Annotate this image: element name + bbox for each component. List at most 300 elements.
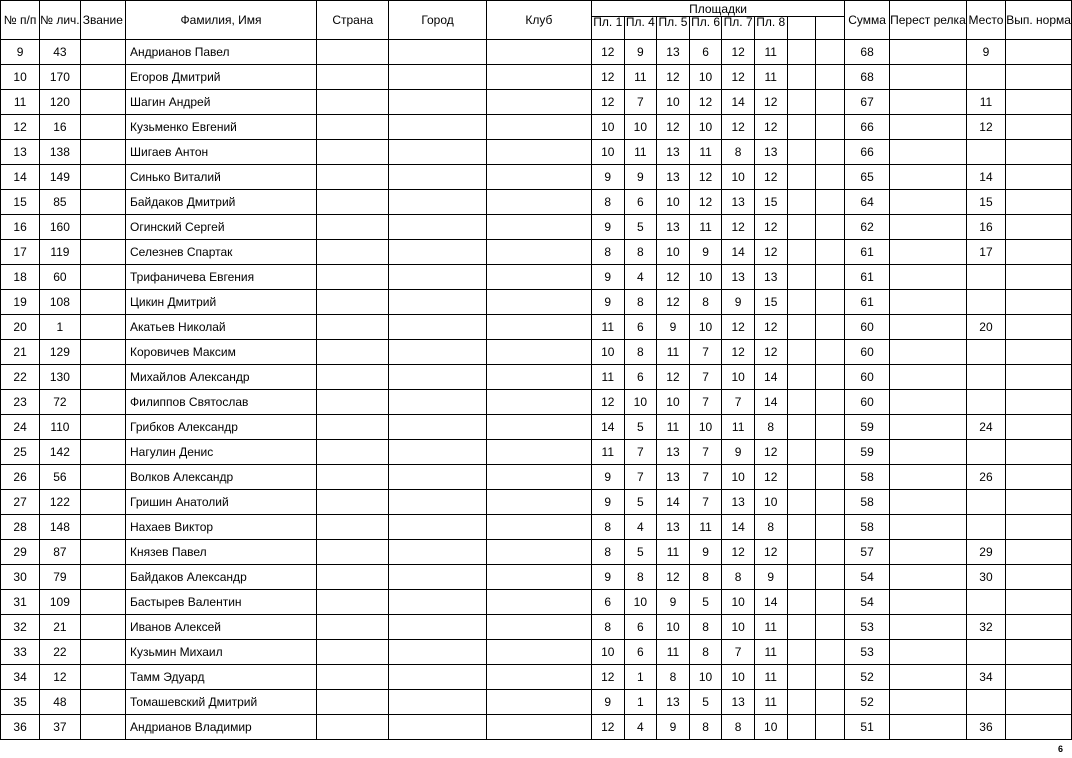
cell-area-score: 12 — [689, 165, 722, 190]
cell-norm — [1006, 165, 1072, 190]
cell-area-score: 8 — [689, 640, 722, 665]
cell-place: 26 — [966, 465, 1005, 490]
cell-tiebreak — [890, 165, 967, 190]
cell-tiebreak — [890, 540, 967, 565]
cell-area-score: 7 — [689, 365, 722, 390]
cell-area-score — [787, 565, 816, 590]
cell-area-score: 9 — [657, 590, 690, 615]
cell-area-score: 14 — [722, 515, 755, 540]
cell-country — [317, 315, 389, 340]
cell-area-score — [816, 515, 845, 540]
table-row — [1, 240, 1072, 265]
cell-country — [317, 615, 389, 640]
cell-area-score: 4 — [624, 265, 657, 290]
cell-rank — [80, 165, 125, 190]
cell-area-score — [787, 240, 816, 265]
cell-area-score: 10 — [591, 140, 624, 165]
cell-area-score: 8 — [591, 515, 624, 540]
cell-area-score: 10 — [657, 615, 690, 640]
cell-rank — [80, 390, 125, 415]
cell-personal-number: 109 — [40, 590, 81, 615]
cell-area-score — [816, 315, 845, 340]
cell-country — [317, 40, 389, 65]
cell-city — [389, 340, 486, 365]
header-area-label: Пл. 4 — [625, 17, 655, 29]
cell-num: 11 — [1, 90, 40, 115]
table-row — [1, 640, 1072, 665]
cell-sum: 61 — [845, 240, 890, 265]
cell-area-score: 7 — [689, 490, 722, 515]
cell-area-score: 10 — [657, 240, 690, 265]
cell-tiebreak — [890, 590, 967, 615]
cell-sum: 68 — [845, 65, 890, 90]
cell-area-score: 1 — [624, 690, 657, 715]
cell-area-score: 11 — [591, 365, 624, 390]
cell-rank — [80, 640, 125, 665]
cell-personal-number: 21 — [40, 615, 81, 640]
cell-norm — [1006, 140, 1072, 165]
cell-tiebreak — [890, 115, 967, 140]
cell-num: 27 — [1, 490, 40, 515]
cell-tiebreak — [890, 615, 967, 640]
cell-rank — [80, 365, 125, 390]
cell-area-score: 13 — [657, 215, 690, 240]
cell-area-score: 10 — [657, 190, 690, 215]
cell-area-score: 8 — [624, 565, 657, 590]
cell-num: 28 — [1, 515, 40, 540]
cell-num: 26 — [1, 465, 40, 490]
cell-area-score: 12 — [657, 115, 690, 140]
header-num: № п/п — [1, 1, 40, 40]
cell-area-score: 10 — [689, 415, 722, 440]
table-row — [1, 590, 1072, 615]
cell-country — [317, 715, 389, 740]
cell-rank — [80, 140, 125, 165]
cell-area-score — [816, 265, 845, 290]
cell-area-score: 4 — [624, 515, 657, 540]
cell-place: 15 — [966, 190, 1005, 215]
cell-area-score: 12 — [722, 315, 755, 340]
cell-area-score: 10 — [689, 315, 722, 340]
cell-area-score: 5 — [689, 690, 722, 715]
cell-city — [389, 715, 486, 740]
cell-rank — [80, 40, 125, 65]
cell-area-score — [787, 515, 816, 540]
table-row — [1, 140, 1072, 165]
cell-city — [389, 415, 486, 440]
cell-area-score: 5 — [624, 215, 657, 240]
cell-area-score: 13 — [657, 515, 690, 540]
cell-area-score: 8 — [591, 615, 624, 640]
cell-area-score: 11 — [754, 65, 787, 90]
cell-area-score: 11 — [591, 315, 624, 340]
cell-num: 17 — [1, 240, 40, 265]
cell-club — [486, 540, 591, 565]
cell-tiebreak — [890, 640, 967, 665]
cell-area-score: 10 — [689, 665, 722, 690]
cell-name: Синько Виталий — [126, 165, 317, 190]
cell-sum: 52 — [845, 665, 890, 690]
cell-num: 35 — [1, 690, 40, 715]
cell-personal-number: 170 — [40, 65, 81, 90]
cell-area-score: 10 — [591, 115, 624, 140]
cell-club — [486, 340, 591, 365]
cell-country — [317, 190, 389, 215]
cell-sum: 60 — [845, 390, 890, 415]
cell-area-score: 9 — [624, 165, 657, 190]
cell-sum: 52 — [845, 690, 890, 715]
cell-tiebreak — [890, 215, 967, 240]
cell-club — [486, 415, 591, 440]
cell-sum: 59 — [845, 415, 890, 440]
cell-area-score: 12 — [722, 65, 755, 90]
cell-area-score: 11 — [754, 615, 787, 640]
cell-personal-number: 22 — [40, 640, 81, 665]
cell-area-score: 6 — [624, 640, 657, 665]
table-row — [1, 190, 1072, 215]
cell-area-score: 10 — [624, 115, 657, 140]
cell-area-score: 7 — [722, 640, 755, 665]
cell-area-score: 10 — [754, 715, 787, 740]
cell-area-score: 12 — [591, 65, 624, 90]
cell-country — [317, 140, 389, 165]
cell-rank — [80, 415, 125, 440]
table-row — [1, 115, 1072, 140]
cell-club — [486, 215, 591, 240]
cell-area-score — [787, 115, 816, 140]
header-tiebreak: Перест релка — [890, 1, 967, 40]
cell-place — [966, 490, 1005, 515]
cell-area-score: 12 — [591, 390, 624, 415]
cell-area-score — [787, 415, 816, 440]
cell-area-score: 5 — [624, 490, 657, 515]
cell-name: Нагулин Денис — [126, 440, 317, 465]
cell-name: Байдаков Дмитрий — [126, 190, 317, 215]
cell-country — [317, 165, 389, 190]
cell-norm — [1006, 690, 1072, 715]
table-row — [1, 665, 1072, 690]
cell-rank — [80, 90, 125, 115]
cell-area-score: 8 — [624, 240, 657, 265]
cell-area-score: 13 — [657, 165, 690, 190]
cell-city — [389, 365, 486, 390]
cell-area-score — [816, 240, 845, 265]
cell-area-score: 7 — [722, 390, 755, 415]
cell-personal-number: 160 — [40, 215, 81, 240]
cell-country — [317, 565, 389, 590]
cell-place — [966, 290, 1005, 315]
cell-place — [966, 640, 1005, 665]
cell-area-score: 12 — [591, 90, 624, 115]
cell-area-score: 11 — [754, 40, 787, 65]
cell-area-score: 9 — [624, 40, 657, 65]
cell-club — [486, 65, 591, 90]
cell-city — [389, 540, 486, 565]
cell-tiebreak — [890, 265, 967, 290]
cell-area-score: 9 — [591, 690, 624, 715]
cell-club — [486, 465, 591, 490]
cell-sum: 51 — [845, 715, 890, 740]
cell-city — [389, 490, 486, 515]
cell-area-score: 7 — [689, 440, 722, 465]
cell-area-score: 9 — [591, 465, 624, 490]
cell-sum: 61 — [845, 265, 890, 290]
cell-city — [389, 115, 486, 140]
cell-area-score: 11 — [657, 340, 690, 365]
cell-area-score: 12 — [591, 665, 624, 690]
cell-num: 29 — [1, 540, 40, 565]
cell-personal-number: 149 — [40, 165, 81, 190]
cell-place — [966, 65, 1005, 90]
cell-area-score: 13 — [754, 265, 787, 290]
cell-tiebreak — [890, 515, 967, 540]
cell-city — [389, 690, 486, 715]
cell-name: Акатьев Николай — [126, 315, 317, 340]
cell-area-score: 14 — [591, 415, 624, 440]
cell-norm — [1006, 465, 1072, 490]
cell-rank — [80, 315, 125, 340]
cell-place: 29 — [966, 540, 1005, 565]
cell-name: Байдаков Александр — [126, 565, 317, 590]
cell-sum: 67 — [845, 90, 890, 115]
cell-norm — [1006, 40, 1072, 65]
cell-country — [317, 340, 389, 365]
header-area-2 — [624, 17, 657, 40]
cell-area-score: 6 — [591, 590, 624, 615]
cell-country — [317, 215, 389, 240]
cell-area-score: 10 — [624, 390, 657, 415]
cell-num: 16 — [1, 215, 40, 240]
header-area-1 — [591, 17, 624, 40]
cell-personal-number: 1 — [40, 315, 81, 340]
cell-area-score: 6 — [624, 365, 657, 390]
cell-area-score: 12 — [754, 540, 787, 565]
cell-name: Князев Павел — [126, 540, 317, 565]
cell-norm — [1006, 565, 1072, 590]
cell-area-score: 12 — [657, 365, 690, 390]
cell-area-score: 13 — [657, 40, 690, 65]
cell-tiebreak — [890, 490, 967, 515]
cell-num: 24 — [1, 415, 40, 440]
table-row — [1, 315, 1072, 340]
cell-area-score — [787, 640, 816, 665]
cell-name: Бастырев Валентин — [126, 590, 317, 615]
cell-num: 14 — [1, 165, 40, 190]
cell-norm — [1006, 490, 1072, 515]
cell-country — [317, 290, 389, 315]
cell-rank — [80, 690, 125, 715]
cell-city — [389, 615, 486, 640]
table-row — [1, 715, 1072, 740]
cell-sum: 60 — [845, 315, 890, 340]
cell-country — [317, 590, 389, 615]
cell-personal-number: 110 — [40, 415, 81, 440]
cell-rank — [80, 615, 125, 640]
cell-area-score — [816, 490, 845, 515]
cell-rank — [80, 115, 125, 140]
cell-personal-number: 12 — [40, 665, 81, 690]
cell-area-score: 11 — [657, 415, 690, 440]
cell-area-score: 12 — [689, 190, 722, 215]
cell-area-score — [787, 690, 816, 715]
cell-area-score: 10 — [722, 665, 755, 690]
cell-rank — [80, 340, 125, 365]
cell-area-score: 8 — [689, 290, 722, 315]
cell-norm — [1006, 115, 1072, 140]
cell-personal-number: 16 — [40, 115, 81, 140]
cell-area-score: 8 — [591, 190, 624, 215]
cell-area-score: 7 — [689, 340, 722, 365]
cell-tiebreak — [890, 90, 967, 115]
cell-area-score: 14 — [754, 390, 787, 415]
cell-norm — [1006, 315, 1072, 340]
cell-place — [966, 340, 1005, 365]
cell-personal-number: 85 — [40, 190, 81, 215]
cell-area-score — [816, 540, 845, 565]
table-row — [1, 690, 1072, 715]
cell-name: Михайлов Александр — [126, 365, 317, 390]
header-city: Город — [389, 1, 486, 40]
cell-country — [317, 415, 389, 440]
cell-club — [486, 515, 591, 540]
cell-name: Шагин Андрей — [126, 90, 317, 115]
cell-area-score: 9 — [591, 165, 624, 190]
cell-area-score — [787, 465, 816, 490]
cell-area-score: 9 — [657, 715, 690, 740]
cell-sum: 66 — [845, 140, 890, 165]
cell-tiebreak — [890, 465, 967, 490]
cell-sum: 59 — [845, 440, 890, 465]
cell-country — [317, 665, 389, 690]
header-area-7 — [787, 17, 816, 40]
cell-sum: 61 — [845, 290, 890, 315]
cell-area-score: 15 — [754, 190, 787, 215]
cell-city — [389, 40, 486, 65]
cell-tiebreak — [890, 40, 967, 65]
cell-place: 11 — [966, 90, 1005, 115]
cell-area-score — [816, 615, 845, 640]
cell-area-score: 11 — [689, 215, 722, 240]
cell-area-score: 9 — [591, 265, 624, 290]
cell-rank — [80, 465, 125, 490]
cell-area-score: 14 — [754, 590, 787, 615]
cell-club — [486, 265, 591, 290]
cell-area-score — [787, 490, 816, 515]
cell-area-score: 12 — [657, 290, 690, 315]
cell-country — [317, 240, 389, 265]
cell-norm — [1006, 615, 1072, 640]
cell-place: 20 — [966, 315, 1005, 340]
cell-club — [486, 440, 591, 465]
cell-tiebreak — [890, 190, 967, 215]
cell-area-score: 10 — [591, 640, 624, 665]
cell-area-score: 13 — [722, 265, 755, 290]
cell-city — [389, 215, 486, 240]
cell-place — [966, 440, 1005, 465]
cell-city — [389, 165, 486, 190]
cell-personal-number: 60 — [40, 265, 81, 290]
cell-area-score — [816, 115, 845, 140]
cell-name: Тамм Эдуард — [126, 665, 317, 690]
cell-num: 13 — [1, 140, 40, 165]
cell-area-score — [816, 465, 845, 490]
cell-club — [486, 290, 591, 315]
cell-personal-number: 108 — [40, 290, 81, 315]
header-area-label: Пл. 8 — [756, 17, 786, 29]
cell-place — [966, 365, 1005, 390]
cell-rank — [80, 440, 125, 465]
page-number: 6 — [1058, 744, 1064, 754]
cell-personal-number: 129 — [40, 340, 81, 365]
cell-area-score — [816, 390, 845, 415]
cell-num: 25 — [1, 440, 40, 465]
cell-area-score: 14 — [722, 240, 755, 265]
header-area-5 — [722, 17, 755, 40]
header-area-4 — [689, 17, 722, 40]
cell-area-score: 11 — [689, 140, 722, 165]
cell-norm — [1006, 215, 1072, 240]
table-row — [1, 290, 1072, 315]
cell-area-score: 12 — [754, 115, 787, 140]
cell-area-score: 12 — [689, 90, 722, 115]
header-area-8 — [816, 17, 845, 40]
table-row — [1, 390, 1072, 415]
cell-num: 22 — [1, 365, 40, 390]
cell-area-score: 14 — [754, 365, 787, 390]
cell-area-score: 12 — [722, 115, 755, 140]
cell-tiebreak — [890, 140, 967, 165]
cell-country — [317, 115, 389, 140]
cell-country — [317, 540, 389, 565]
cell-norm — [1006, 90, 1072, 115]
cell-rank — [80, 290, 125, 315]
header-sum: Сумма — [845, 1, 890, 40]
cell-city — [389, 290, 486, 315]
cell-name: Томашевский Дмитрий — [126, 690, 317, 715]
cell-area-score — [816, 65, 845, 90]
cell-area-score: 9 — [591, 215, 624, 240]
cell-sum: 60 — [845, 365, 890, 390]
cell-area-score: 12 — [657, 565, 690, 590]
cell-area-score — [816, 665, 845, 690]
cell-area-score: 9 — [722, 290, 755, 315]
cell-name: Огинский Сергей — [126, 215, 317, 240]
cell-num: 34 — [1, 665, 40, 690]
cell-country — [317, 390, 389, 415]
header-country: Страна — [317, 1, 389, 40]
cell-country — [317, 440, 389, 465]
cell-rank — [80, 715, 125, 740]
cell-area-score: 7 — [689, 465, 722, 490]
cell-city — [389, 315, 486, 340]
cell-area-score: 9 — [591, 290, 624, 315]
cell-area-score: 8 — [591, 540, 624, 565]
cell-tiebreak — [890, 715, 967, 740]
cell-place: 24 — [966, 415, 1005, 440]
cell-area-score: 10 — [754, 490, 787, 515]
cell-area-score: 10 — [689, 265, 722, 290]
cell-area-score: 10 — [689, 115, 722, 140]
cell-area-score: 11 — [591, 440, 624, 465]
cell-country — [317, 65, 389, 90]
table-row — [1, 65, 1072, 90]
header-norm: Вып. норма — [1006, 1, 1072, 40]
cell-city — [389, 65, 486, 90]
cell-name: Иванов Алексей — [126, 615, 317, 640]
cell-area-score: 11 — [624, 65, 657, 90]
cell-area-score — [787, 365, 816, 390]
cell-norm — [1006, 240, 1072, 265]
